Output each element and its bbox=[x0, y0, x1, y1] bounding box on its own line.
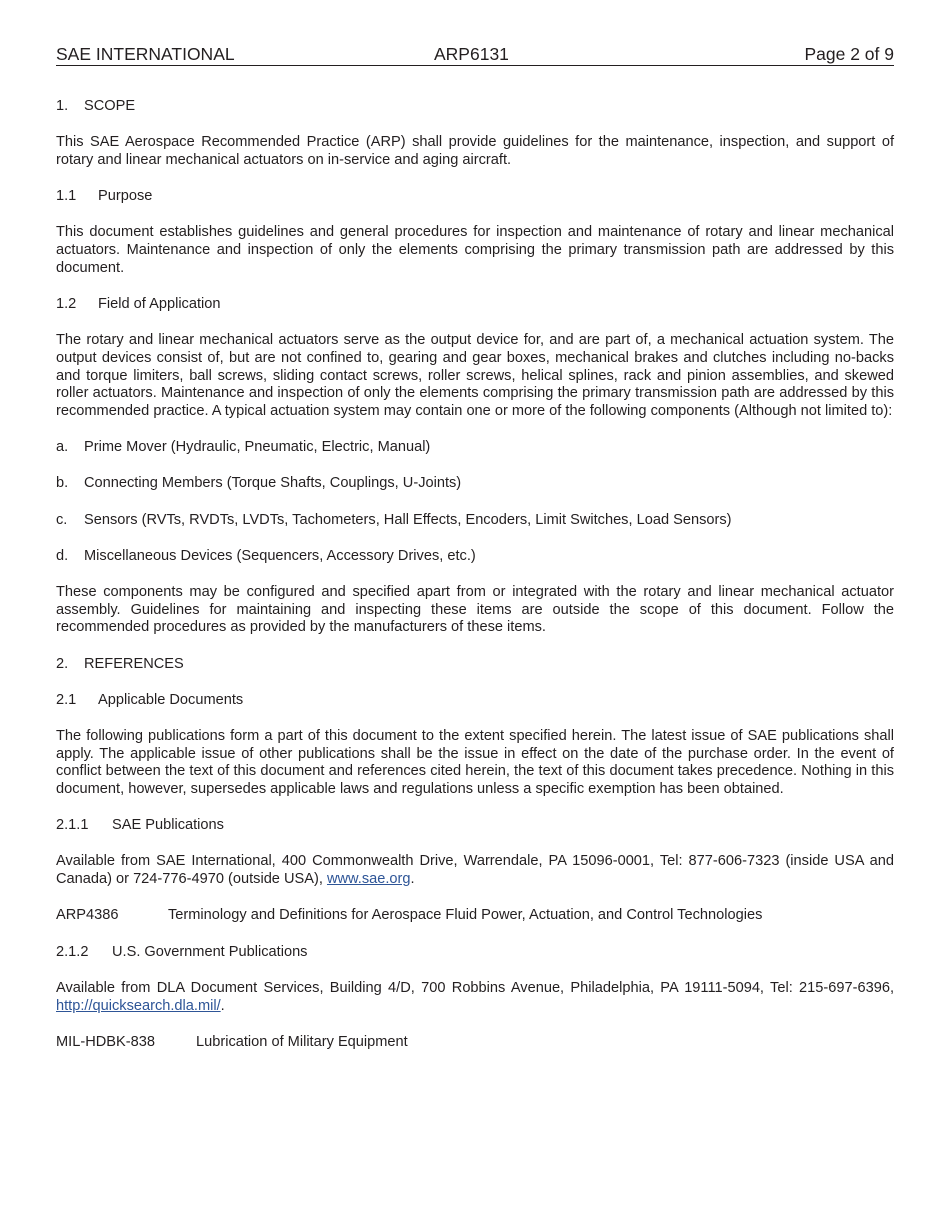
list-item bbox=[56, 548, 894, 566]
list-item-label: c. bbox=[56, 511, 68, 528]
section-title: SAE Publications bbox=[112, 817, 224, 834]
section-title: SCOPE bbox=[84, 98, 136, 114]
section-heading-2-1 bbox=[56, 692, 894, 710]
section-number: 2. bbox=[56, 655, 69, 672]
section-number: 2.1.2 bbox=[56, 943, 89, 960]
section-heading-2-1-1 bbox=[56, 817, 894, 835]
list-item bbox=[56, 512, 894, 530]
dla-website-link[interactable]: http://quicksearch.dla.mil/ bbox=[56, 997, 221, 1014]
reference-code: ARP4386 bbox=[56, 907, 119, 924]
document-body bbox=[56, 98, 894, 1070]
header-doc-id: ARP6131 bbox=[434, 44, 509, 64]
section-number: 1.1 bbox=[56, 188, 77, 205]
trailing-period: . bbox=[410, 871, 415, 888]
section-heading-2-1-2 bbox=[56, 944, 894, 962]
section-1-1-text: This document establishes guidelines and general procedures for inspection and maintenance of rotary and linear mechanical actuators. Maintenance and inspection of only the elements comprising the primary transmission path are addressed by this document. bbox=[56, 224, 894, 276]
section-heading-2 bbox=[56, 656, 894, 674]
section-number: 2.1.1 bbox=[56, 817, 89, 834]
section-title: Field of Application bbox=[98, 295, 221, 312]
page-header bbox=[56, 44, 894, 66]
reference-entry bbox=[56, 907, 894, 925]
section-2-1-text: The following publications form a part of this document to the extent specified herein. The latest issue of SAE publications shall apply. The applicable issue of other publications shall be the issue in effect on the date of the purchase order. In the event of conflict between the text of this document and references cited herein, the text of this document takes precedence. Nothing in this document, however, supersedes applicable laws and regulations unless a specific exemption has been obtained. bbox=[56, 727, 894, 798]
section-title: Applicable Documents bbox=[98, 691, 244, 708]
list-item-label: a. bbox=[56, 439, 69, 456]
availability-text: Available from SAE International, 400 Commonwealth Drive, Warrendale, PA 15096-0001, Tel: 877-606-7323 (inside USA and Canada) or 724-776-4970 (outside USA), bbox=[56, 853, 894, 888]
list-item-text: Prime Mover (Hydraulic, Pneumatic, Electric, Manual) bbox=[84, 439, 431, 456]
list-item-label: d. bbox=[56, 547, 69, 564]
list-item-text: Sensors (RVTs, RVDTs, LVDTs, Tachometers, Hall Effects, Encoders, Limit Switches, Load Sensors) bbox=[84, 511, 732, 528]
reference-code: MIL-HDBK-838 bbox=[56, 1033, 155, 1050]
list-item-text: Miscellaneous Devices (Sequencers, Accessory Drives, etc.) bbox=[84, 547, 476, 564]
list-item-text: Connecting Members (Torque Shafts, Couplings, U-Joints) bbox=[84, 475, 462, 492]
reference-entry bbox=[56, 1034, 894, 1052]
header-org: SAE INTERNATIONAL bbox=[56, 44, 235, 64]
section-number: 2.1 bbox=[56, 691, 77, 708]
section-number: 1. bbox=[56, 98, 69, 114]
section-2-1-1-text bbox=[56, 853, 894, 888]
list-item bbox=[56, 475, 894, 493]
reference-title: Terminology and Definitions for Aerospace Fluid Power, Actuation, and Control Technologies bbox=[168, 907, 763, 924]
sae-website-link[interactable]: www.sae.org bbox=[326, 871, 411, 888]
section-2-1-2-text bbox=[56, 980, 894, 1015]
header-page-number: Page 2 of 9 bbox=[804, 44, 894, 64]
section-title: Purpose bbox=[98, 188, 153, 205]
section-1-2-text: The rotary and linear mechanical actuators serve as the output device for, and are part of, a mechanical actuation system. The output devices consist of, but are not confined to, gearing and gear boxes, mechanical brakes and clutches including no-backs and torque limiters, ball screws, sliding contact screws, roller screws, helical splines, rack and pinion assemblies, and skewed roller actuators. Maintenance and inspection of only the elements comprising the primary transmission path are addressed by this recommended practice. A typical actuation system may contain one or more of the following components (Although not limited to): bbox=[56, 332, 894, 419]
trailing-period: . bbox=[220, 997, 225, 1014]
reference-title: Lubrication of Military Equipment bbox=[196, 1033, 408, 1050]
section-heading-1 bbox=[56, 98, 894, 116]
section-1-text: This SAE Aerospace Recommended Practice (ARP) shall provide guidelines for the maintenance, inspection, and support of rotary and linear mechanical actuators on in-service and aging aircraft. bbox=[56, 134, 894, 168]
section-title: U.S. Government Publications bbox=[112, 943, 308, 960]
availability-text: Available from DLA Document Services, Building 4/D, 700 Robbins Avenue, Philadelphia, PA 19111-5094, Tel: 215-697-6396, bbox=[56, 979, 894, 996]
section-heading-1-1 bbox=[56, 188, 894, 206]
section-1-2-closing-text: These components may be configured and specified apart from or integrated with the rotary and linear mechanical actuator assembly. Guidelines for maintaining and inspecting these items are outside the scope of this document. Follow the recommended procedures as provided by the manufacturers of these items. bbox=[56, 583, 894, 636]
list-item-label: b. bbox=[56, 475, 69, 492]
section-number: 1.2 bbox=[56, 295, 77, 312]
section-title: REFERENCES bbox=[84, 655, 184, 672]
list-item bbox=[56, 439, 894, 457]
section-heading-1-2 bbox=[56, 296, 894, 314]
